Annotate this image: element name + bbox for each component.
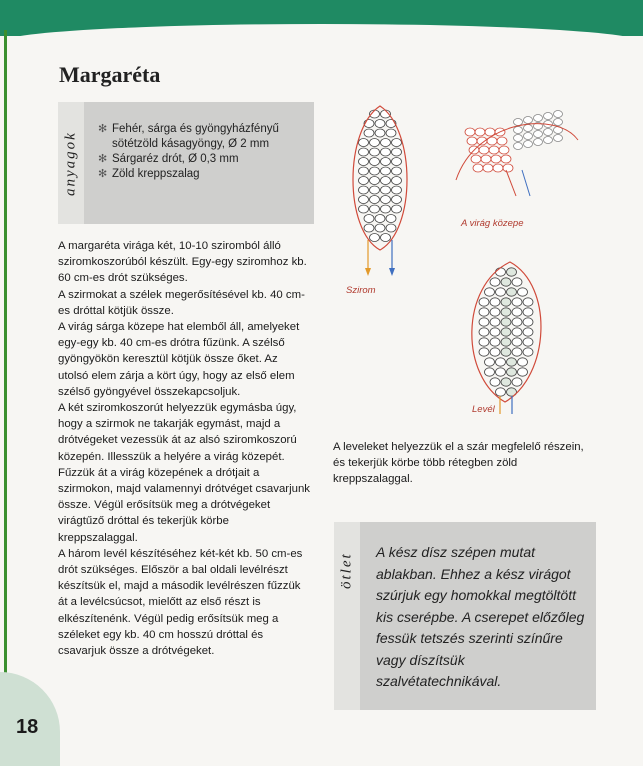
bead xyxy=(514,143,523,150)
bead xyxy=(490,328,500,336)
asterisk-bullet-icon: ✻ xyxy=(98,123,108,135)
instructions-paragraph: A két sziromkoszorút helyezzük egymásba úgy, hogy a szirmok ne takarják egymást, majd a drótvégeket vezessük át az alsó sziromkoszorú közepén. Illesszük a helyére a virág közepét. Fűzzük át a virág közepének a drótjait a szirmokon, majd valamennyi drótvéget csavarjunk össze. Végül erősítsük meg a drótvégeket virágtűző dróttal és tekerjük körbe kreppszalaggal. xyxy=(58,402,310,544)
bead xyxy=(392,205,402,213)
bead xyxy=(375,120,385,128)
bead xyxy=(381,177,391,185)
bead xyxy=(481,155,491,163)
bead xyxy=(375,215,385,223)
bead xyxy=(501,278,511,286)
leaf-beads xyxy=(479,268,533,396)
bead xyxy=(490,338,500,346)
bead xyxy=(479,146,489,154)
bead xyxy=(359,196,369,204)
bead xyxy=(501,155,511,163)
bead xyxy=(523,318,533,326)
bead xyxy=(370,177,380,185)
bead xyxy=(392,139,402,147)
bead xyxy=(359,167,369,175)
bead xyxy=(512,278,522,286)
bead xyxy=(467,137,477,145)
bead xyxy=(512,378,522,386)
bead xyxy=(523,308,533,316)
bead xyxy=(501,308,511,316)
bead xyxy=(554,119,563,126)
bead xyxy=(485,288,495,296)
asterisk-bullet-icon: ✻ xyxy=(98,168,108,180)
bead xyxy=(501,338,511,346)
materials-tab xyxy=(58,102,84,224)
bead xyxy=(359,158,369,166)
leaves-text: A leveleket helyezzük el a szár megfelelő részein, és tekerjük körbe több rétegben zöld kreppszalaggal. xyxy=(333,441,584,485)
bead xyxy=(496,358,506,366)
bead xyxy=(507,358,517,366)
bead xyxy=(544,129,553,136)
materials-item xyxy=(98,167,308,182)
bead xyxy=(370,148,380,156)
materials-item-text: Fehér, sárga és gyöngyházfényű sötétzöld kásagyöngy, Ø 2 mm xyxy=(112,123,279,150)
bead xyxy=(370,186,380,194)
bead xyxy=(490,318,500,326)
bead xyxy=(392,196,402,204)
leaf-diagram xyxy=(450,256,560,416)
bead xyxy=(479,328,489,336)
center-wire-end xyxy=(522,170,530,196)
bead xyxy=(370,139,380,147)
bead xyxy=(512,348,522,356)
bead xyxy=(386,215,396,223)
bead xyxy=(512,298,522,306)
bead xyxy=(381,148,391,156)
bead xyxy=(381,186,391,194)
bead xyxy=(381,196,391,204)
bead xyxy=(496,288,506,296)
bead xyxy=(364,215,374,223)
bead xyxy=(359,205,369,213)
materials-item-text: Sárgaréz drót, Ø 0,3 mm xyxy=(112,153,239,165)
bead xyxy=(375,224,385,232)
bead xyxy=(501,318,511,326)
bead xyxy=(364,129,374,137)
center-beads xyxy=(465,111,563,173)
petal-beads xyxy=(359,110,402,242)
materials-list xyxy=(98,122,308,182)
bead xyxy=(523,328,533,336)
asterisk-bullet-icon: ✻ xyxy=(98,153,108,165)
bead xyxy=(490,348,500,356)
bead xyxy=(465,128,475,136)
bead xyxy=(479,348,489,356)
instructions-paragraph: A margaréta virága két, 10-10 sziromból álló sziromkoszorúból készült. Egy-egy sziromhoz kb. 60 cm-es drót szükséges. xyxy=(58,240,307,285)
bead xyxy=(479,308,489,316)
left-margin-rule xyxy=(4,30,7,766)
bead xyxy=(490,298,500,306)
page-number: 18 xyxy=(16,716,39,738)
bead xyxy=(386,129,396,137)
bead xyxy=(518,358,528,366)
bead xyxy=(503,164,513,172)
materials-item xyxy=(98,122,308,152)
flower-center-diagram xyxy=(446,110,586,200)
bead xyxy=(507,268,517,276)
bead xyxy=(523,348,533,356)
bead xyxy=(518,368,528,376)
bead xyxy=(512,308,522,316)
instructions-text xyxy=(58,238,310,659)
bead xyxy=(359,177,369,185)
bead xyxy=(523,338,533,346)
bead xyxy=(477,137,487,145)
bead xyxy=(370,234,380,242)
bead xyxy=(507,288,517,296)
tip-box xyxy=(334,522,596,710)
bead xyxy=(534,139,543,146)
bead xyxy=(501,378,511,386)
bead xyxy=(392,148,402,156)
bead xyxy=(514,127,523,134)
bead xyxy=(524,125,533,132)
bead xyxy=(370,158,380,166)
top-color-band xyxy=(0,0,643,36)
bead xyxy=(524,117,533,124)
bead xyxy=(499,146,509,154)
bead xyxy=(490,378,500,386)
bead xyxy=(554,135,563,142)
bead xyxy=(370,205,380,213)
bead xyxy=(392,186,402,194)
bead xyxy=(489,146,499,154)
bead xyxy=(496,268,506,276)
bead xyxy=(493,164,503,172)
tip-label: ötlet xyxy=(338,552,355,590)
bead xyxy=(512,318,522,326)
bead xyxy=(514,135,523,142)
bead xyxy=(370,167,380,175)
bead xyxy=(359,186,369,194)
bead xyxy=(501,328,511,336)
bead xyxy=(518,288,528,296)
materials-item xyxy=(98,152,308,167)
arrow-down-icon xyxy=(389,268,395,276)
tip-text: A kész dísz szépen mutat ablakban. Ehhez a kész virágot szúrjuk egy homokkal megtöltött kis cserépbe. A cserepet előzőleg fessük tetszés szerinti színűre vagy díszítsük szalvétatechnikával. xyxy=(376,544,585,689)
bead xyxy=(497,137,507,145)
bead xyxy=(381,158,391,166)
bead xyxy=(359,139,369,147)
bead xyxy=(364,224,374,232)
bead xyxy=(473,164,483,172)
bead xyxy=(471,155,481,163)
materials-box xyxy=(58,102,314,224)
instructions-paragraph: A szirmokat a szélek megerősítésével kb. 40 cm-es dróttal kötjük össze. xyxy=(58,288,305,317)
instructions-paragraph: A virág sárga közepe hat elemből áll, amelyeket egy-egy kb. 40 cm-es drótra fűzünk. A szélső gyöngyökön keresztül kötjük össze őket. Az utolsó elem zárja a kört úgy, hogy az első elem szélső gyöngyével összekapcsoljuk. xyxy=(58,321,300,398)
bead xyxy=(507,368,517,376)
tip-tab xyxy=(334,522,360,710)
petal-diagram xyxy=(340,100,420,280)
bead xyxy=(392,158,402,166)
bead xyxy=(479,298,489,306)
bead xyxy=(359,148,369,156)
bead xyxy=(512,328,522,336)
bead xyxy=(392,167,402,175)
bead xyxy=(381,205,391,213)
bead xyxy=(490,278,500,286)
bead xyxy=(544,137,553,144)
instructions-paragraph: A három levél készítéséhez két-két kb. 50 cm-es drót szükséges. Először a bal oldali levélrészt készítsük el, majd a második levélrészen fűzzük át a levélcsúcsot, mielőtt az első részt is elkészítenénk. Végül pedig erősítsük meg a széleket egy kb. 40 cm hosszú dróttal és csavarjuk össze a drótvégeket. xyxy=(58,547,303,658)
bead xyxy=(370,196,380,204)
materials-item-text: Zöld kreppszalag xyxy=(112,168,200,180)
leaf-caption: Levél xyxy=(472,404,495,415)
page-title: Margaréta xyxy=(59,62,161,87)
bead xyxy=(475,128,485,136)
bead xyxy=(485,368,495,376)
bead xyxy=(479,318,489,326)
materials-label: anyagok xyxy=(62,131,79,197)
bead xyxy=(523,298,533,306)
bead xyxy=(496,388,506,396)
petal-caption: Szirom xyxy=(346,285,376,296)
bead xyxy=(491,155,501,163)
bead xyxy=(386,224,396,232)
bead xyxy=(375,129,385,137)
bead xyxy=(485,358,495,366)
bead xyxy=(534,131,543,138)
center-wire-end xyxy=(506,170,516,196)
bead xyxy=(479,338,489,346)
bead xyxy=(490,308,500,316)
bead xyxy=(534,115,543,122)
bead xyxy=(392,177,402,185)
bead xyxy=(381,139,391,147)
bead xyxy=(524,141,533,148)
bead xyxy=(381,167,391,175)
bead xyxy=(381,234,391,242)
bead xyxy=(524,133,533,140)
bead xyxy=(496,368,506,376)
bead xyxy=(554,111,563,118)
bead xyxy=(501,298,511,306)
center-caption: A virág közepe xyxy=(461,218,524,229)
bead xyxy=(501,348,511,356)
bead xyxy=(483,164,493,172)
bead xyxy=(512,338,522,346)
arrow-down-icon xyxy=(365,268,371,276)
bead xyxy=(514,119,523,126)
bead xyxy=(544,113,553,120)
